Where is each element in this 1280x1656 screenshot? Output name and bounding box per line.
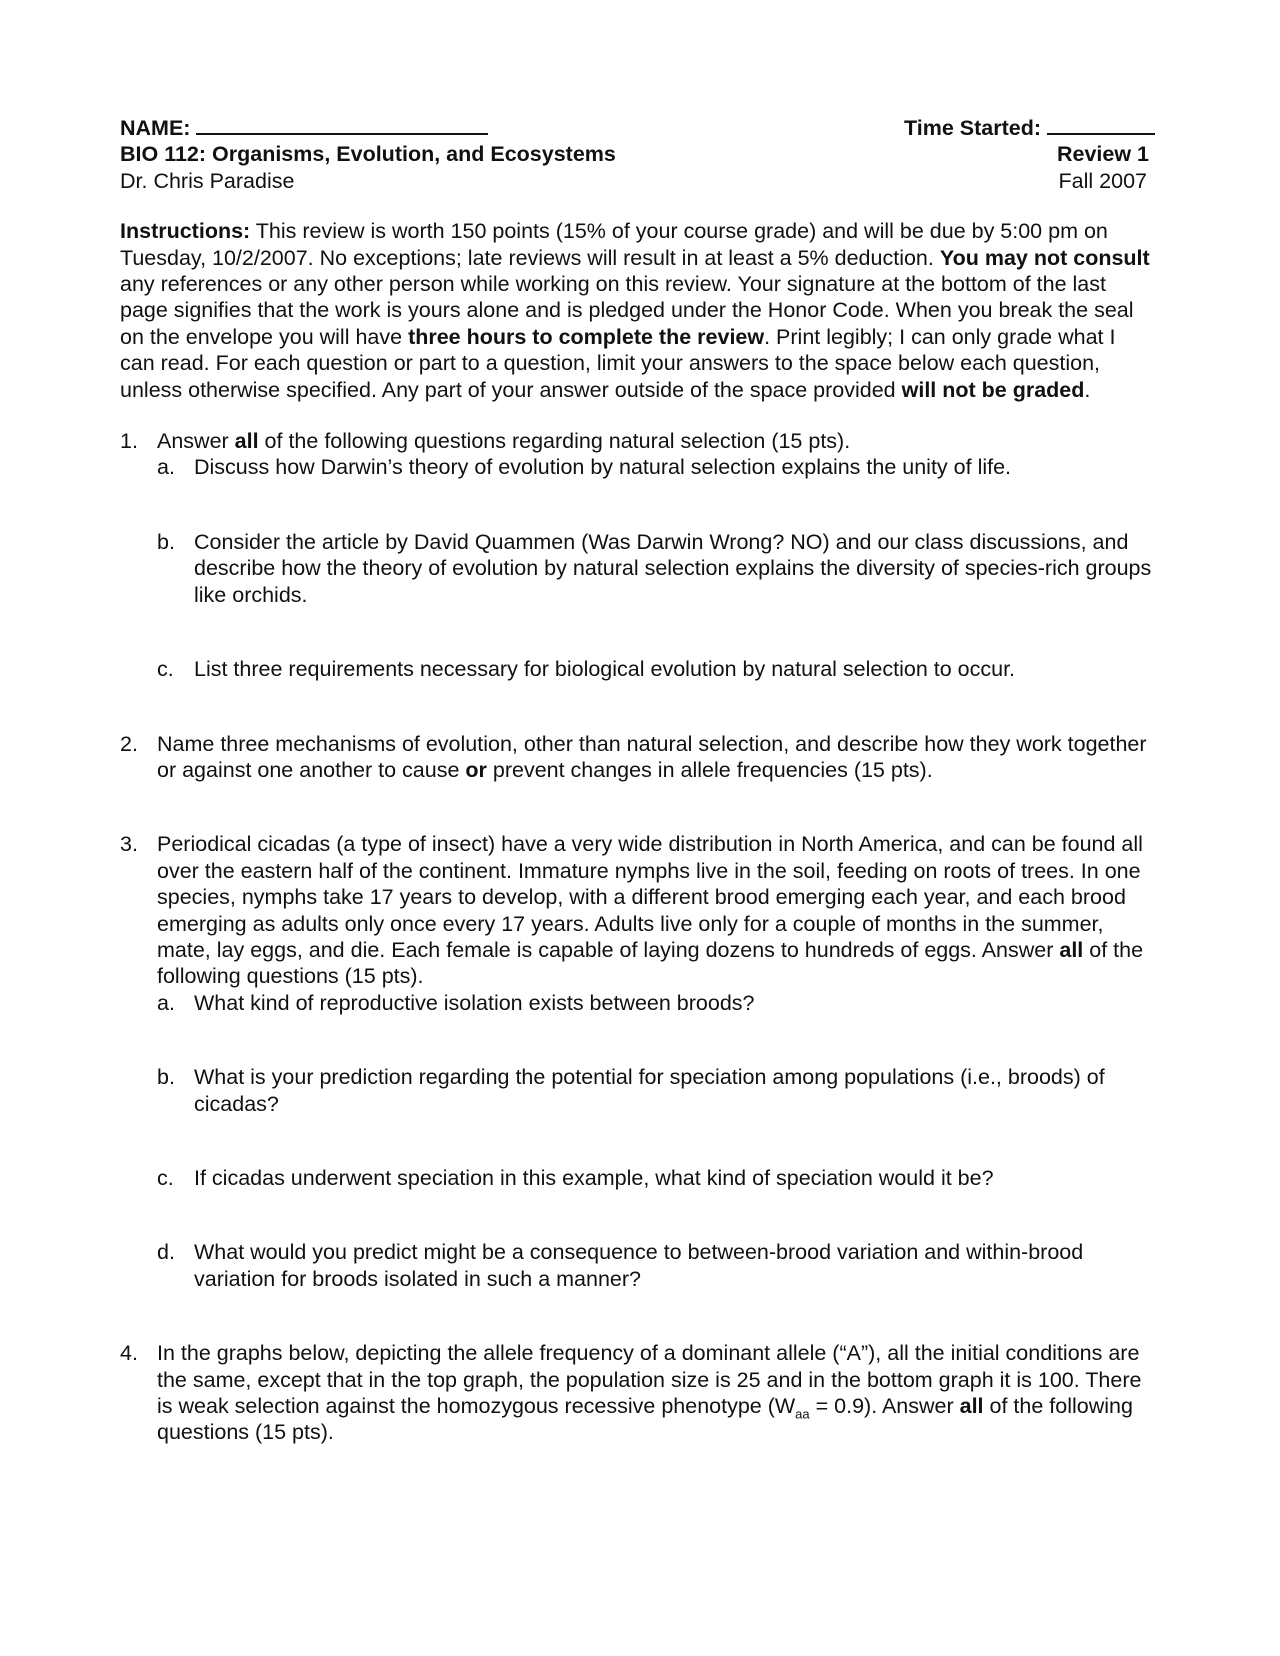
q2-text-1: Name three mechanisms of evolution, other than natural selection, and describe how they work together or against one another to cause [157,731,1147,782]
question-number: 4. [120,1341,138,1366]
q4-text-2: = 0.9). Answer [809,1394,960,1418]
q4-subscript: aa [795,1406,810,1422]
name-label: NAME: [120,116,191,140]
review-label: Review 1 [1056,142,1149,167]
question-4 [120,1340,1155,1446]
course-title: BIO 112: Organisms, Evolution, and Ecosystems [120,142,616,167]
subpart-text: Consider the article by David Quammen (Was Darwin Wrong? NO) and our class discussions, and describe how the theory of evolution by natural selection explains the diversity of species-rich groups like orchids. [194,529,1152,607]
subpart-text: List three requirements necessary for biological evolution by natural selection to occur. [194,657,1016,682]
question-2 [120,731,1155,784]
header-row-3 [120,168,1155,194]
question-text [157,831,1155,989]
header-row-2 [120,141,1155,167]
subpart-text: What kind of reproductive isolation exists between broods? [194,990,755,1015]
subpart-label: a. [157,455,175,480]
instructions-label: Instructions: [120,219,251,244]
name-blank[interactable] [196,115,488,135]
q3-text-1: Periodical cicadas (a type of insect) have a very wide distribution in North America, and can be found all over the eastern half of the continent. Immature nymphs live in the soil, feeding on roots of trees. In one species, nymphs take 17 years to develop, with a different brood emerging each year, and each brood emerging as adults only once every 17 years. Adults live only for a couple of months in the summer, mate, lay eggs, and die. Each female is capable of laying dozens to hundreds of eggs. Answer [157,832,1143,962]
instructions-text-4: . [1084,377,1091,402]
question-3 [120,831,1155,1292]
subpart-label: b. [157,1065,175,1090]
question-3a [157,990,1155,1016]
name-field [120,115,488,141]
instructions-bold-1: You may not consult [939,245,1150,270]
subpart-label: c. [157,657,174,682]
subpart-label: c. [157,1165,174,1190]
question-number: 3. [120,832,138,857]
question-3b [157,1064,1155,1117]
instructions-bold-2: three hours to complete the review [408,324,765,349]
time-started-blank[interactable] [1047,115,1155,135]
subpart-text: If cicadas underwent speciation in this example, what kind of speciation would it be? [194,1165,994,1190]
instructions [120,218,1155,403]
subpart-label: b. [157,529,175,554]
q2-text-2: prevent changes in allele frequencies (15 pts). [486,757,933,782]
subpart-text: What is your prediction regarding the potential for speciation among populations (i.e., broods) of cicadas? [194,1065,1105,1116]
instructions-text-2: any references or any other person while working on this review. Your signature at the bottom of the last page signifies that the work is yours alone and is pledged under the Honor Code. When you break the seal on the envelope you will have [120,272,1134,349]
question-3c [157,1165,1155,1191]
question-number: 1. [120,429,138,454]
subpart-text: What would you predict might be a consequence to between-brood variation and within-brood variation for broods isolated in such a manner? [194,1240,1084,1291]
subpart-label: d. [157,1240,175,1265]
subpart-label: a. [157,990,175,1015]
question-text [157,731,1155,784]
q3-bold: all [1059,937,1084,962]
q1-bold: all [234,429,259,454]
question-1b [157,529,1155,608]
term: Fall 2007 [1058,168,1147,193]
question-1 [120,428,1155,682]
q1-text-2: of the following questions regarding natural selection (15 pts). [258,429,851,454]
q3-text-2: of the following questions (15 pts). [157,937,1144,989]
header [120,115,1155,194]
q2-bold: or [465,757,487,782]
question-number: 2. [120,731,138,756]
question-1c [157,656,1155,682]
time-started-label: Time Started: [904,116,1042,140]
question-1a [157,454,1155,480]
time-started-field [904,115,1155,141]
subpart-text: Discuss how Darwin’s theory of evolution by natural selection explains the unity of life. [194,455,1012,480]
instructions-text-3: . Print legibly; I can only grade what I can read. For each question or part to a question, limit your answers to the space below each question, unless otherwise specified. Any part of your answer outside of the space provided [120,324,1116,402]
q4-text-3: of the following questions (15 pts). [157,1394,1133,1445]
instructor: Dr. Chris Paradise [120,168,295,193]
question-3d [157,1239,1155,1292]
review-page [120,115,1155,1446]
header-row-1 [120,115,1155,141]
instructions-text-1: This review is worth 150 points (15% of your course grade) and will be due by 5:00 pm on Tuesday, 10/2/2007. No exceptions; late reviews will result in at least a 5% deduction. [120,219,1108,270]
q4-bold: all [959,1394,984,1418]
instructions-bold-3: will not be graded [901,377,1085,402]
question-text [157,1340,1155,1446]
q4-text-1: In the graphs below, depicting the allele frequency of a dominant allele (“A”), all the initial conditions are the same, except that in the top graph, the population size is 25 and in the bottom graph it is 100. There is weak selection against the homozygous recessive phenotype (W [157,1341,1142,1418]
q1-text-1: Answer [157,429,235,454]
questions [120,428,1155,1446]
question-text [157,428,1155,454]
